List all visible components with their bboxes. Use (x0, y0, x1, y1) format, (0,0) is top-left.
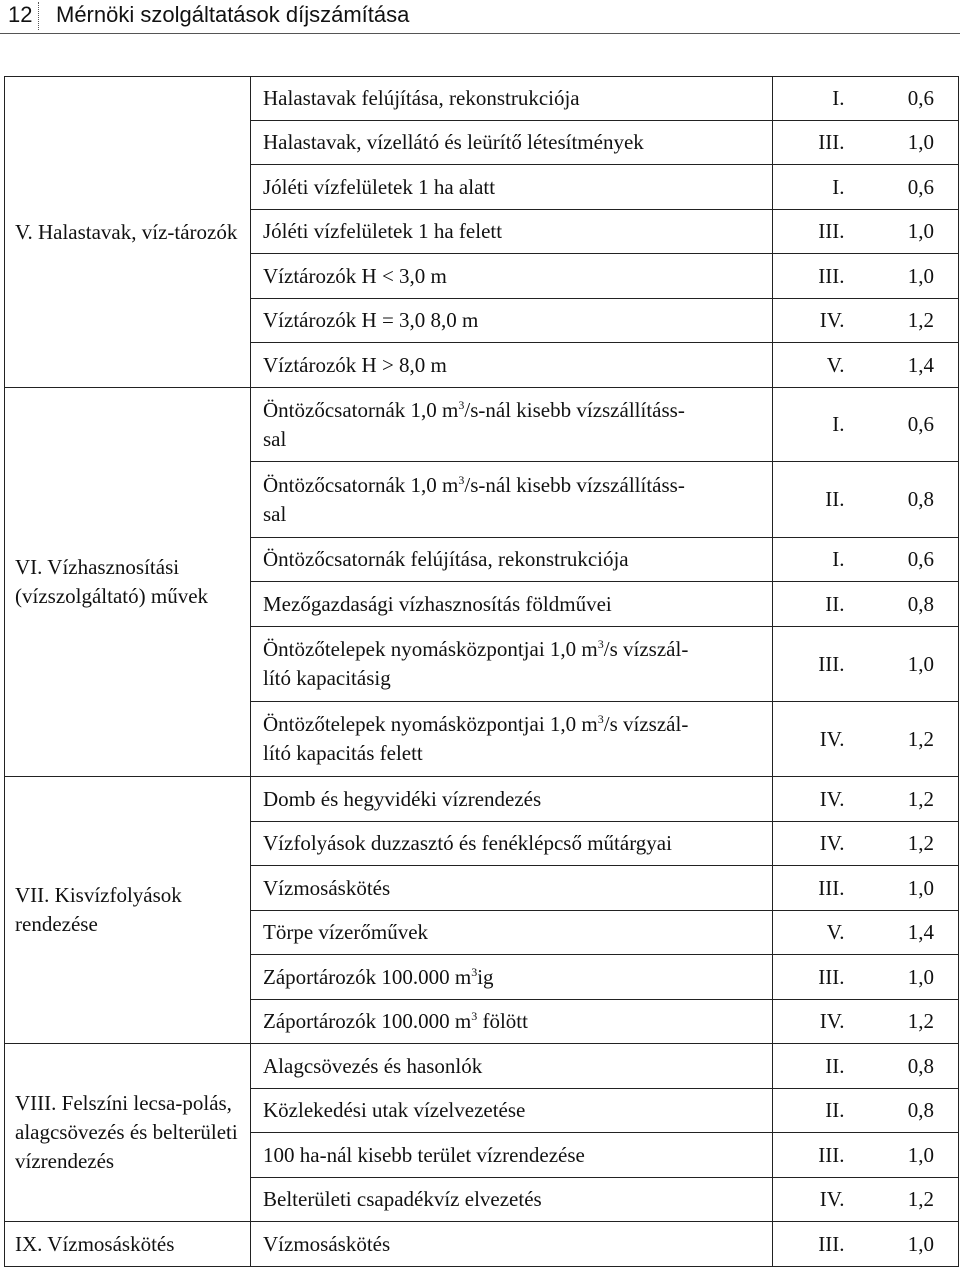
row-class: IV. (773, 1000, 845, 1044)
table-row (5, 1222, 959, 1267)
row-class: V. (773, 343, 845, 388)
row-text: Záportározók 100.000 $m^3ig$ (263, 964, 494, 989)
row-multiplier: 0,8 (845, 582, 959, 627)
row-multiplier: 1,0 (845, 121, 959, 165)
table-row (5, 777, 959, 822)
row-class: IV. (773, 1178, 845, 1222)
row-text: Öntözőtelepek nyomásközpontjai 1,0 $m^3/s$ vízszál- lító kapacitásig (263, 637, 689, 690)
row-multiplier: 1,2 (845, 1178, 959, 1222)
category-label: VIII. Felszíni lecsa-polás, alagcsövezés és belterületi vízrendezés (15, 1091, 238, 1173)
row-class: I. (773, 165, 845, 210)
row-class: III. (773, 866, 845, 911)
row-class: IV. (773, 299, 845, 343)
row-multiplier: 0,6 (845, 77, 959, 121)
category-label: V. Halastavak, víz-tározók (15, 219, 238, 244)
row-multiplier: 1,0 (845, 254, 959, 299)
row-text: Belterületi csapadékvíz elvezetés (263, 1187, 542, 1211)
row-class: IV. (773, 822, 845, 866)
row-text: Víztározók H = 3,0 8,0 m (263, 308, 479, 332)
category-cell (5, 77, 251, 388)
row-text: Öntözőcsatornák 1,0 $m^3/s$-nál kisebb vízszállításs- sal (263, 472, 685, 526)
row-text: Vízmosáskötés (263, 875, 391, 900)
row-multiplier: 0,8 (845, 1089, 959, 1133)
row-multiplier: 1,0 (845, 955, 959, 1000)
row-multiplier: 1,4 (845, 911, 959, 955)
row-class: I. (773, 388, 845, 462)
category-cell (5, 1222, 251, 1267)
row-text: Záportározók 100.000 $m^3$ fölött (263, 1009, 528, 1033)
category-cell (5, 777, 251, 1044)
row-multiplier: 1,0 (845, 1133, 959, 1178)
running-title: Mérnöki szolgáltatások díjszámítása (56, 2, 410, 27)
row-class: II. (773, 1089, 845, 1133)
row-text: Halastavak felújítása, rekonstrukciója (263, 86, 580, 110)
page-number: 12 (8, 2, 33, 27)
row-class: V. (773, 911, 845, 955)
row-text: Halastavak, vízellátó és leürítő létesítmények (263, 130, 644, 154)
row-multiplier: 1,4 (845, 343, 959, 388)
row-text: 100 ha-nál kisebb terület vízrendezése (263, 1142, 585, 1167)
row-class: III. (773, 1133, 845, 1178)
row-multiplier: 1,0 (845, 627, 959, 702)
row-text: Domb és hegyvidéki vízrendezés (263, 786, 542, 811)
row-multiplier: 1,2 (845, 1000, 959, 1044)
header-rule (0, 33, 960, 34)
row-text: Jóléti vízfelületek 1 ha felett (263, 219, 503, 243)
category-cell (5, 1044, 251, 1222)
row-class: III. (773, 121, 845, 165)
row-text: Öntözőcsatornák 1,0 $m^3/s$-nál kisebb vízszállításs- sal (263, 397, 685, 451)
category-label: VI. Vízhasznosítási (vízszolgáltató) művek (15, 555, 209, 608)
header-divider (38, 2, 39, 30)
category-label: VII. Kisvízfolyások rendezése (15, 883, 182, 936)
category-label: IX. Vízmosáskötés (15, 1231, 175, 1256)
row-multiplier: 1,0 (845, 1222, 959, 1267)
row-text: Törpe vízerőművek (263, 920, 429, 944)
table-row (5, 388, 959, 462)
row-text: Alagcsövezés és hasonlók (263, 1053, 483, 1078)
row-text: Vízfolyások duzzasztó és fenéklépcső műtárgyai (263, 831, 672, 855)
row-class: IV. (773, 702, 845, 777)
category-cell (5, 388, 251, 777)
row-text: Öntözőcsatornák felújítása, rekonstrukciója (263, 547, 629, 571)
row-multiplier: 0,6 (845, 538, 959, 582)
row-class: I. (773, 77, 845, 121)
row-text: Vízmosáskötés (263, 1231, 391, 1256)
row-text: Öntözőtelepek nyomásközpontjai 1,0 $m^3/s$ vízszál- lító kapacitás felett (263, 712, 689, 765)
row-text: Jóléti vízfelületek 1 ha alatt (263, 174, 496, 199)
row-multiplier: 0,6 (845, 388, 959, 462)
row-class: II. (773, 582, 845, 627)
table-row (5, 77, 959, 121)
row-class: IV. (773, 777, 845, 822)
row-multiplier: 1,2 (845, 299, 959, 343)
row-multiplier: 0,8 (845, 1044, 959, 1089)
row-multiplier: 0,8 (845, 462, 959, 538)
fee-table (4, 76, 959, 1267)
row-multiplier: 1,2 (845, 777, 959, 822)
row-multiplier: 1,0 (845, 210, 959, 254)
row-multiplier: 1,2 (845, 702, 959, 777)
row-class: III. (773, 955, 845, 1000)
row-class: II. (773, 1044, 845, 1089)
row-text: Közlekedési utak vízelvezetése (263, 1098, 526, 1122)
row-text: Víztározók H > 8,0 m (263, 352, 447, 377)
row-class: III. (773, 210, 845, 254)
row-class: III. (773, 1222, 845, 1267)
row-multiplier: 1,0 (845, 866, 959, 911)
table-row (5, 1044, 959, 1089)
row-text: Víztározók H < 3,0 m (263, 263, 447, 288)
row-class: III. (773, 254, 845, 299)
row-text: Mezőgazdasági vízhasznosítás földművei (263, 591, 612, 616)
row-class: II. (773, 462, 845, 538)
row-class: III. (773, 627, 845, 702)
page-header (0, 0, 960, 36)
row-multiplier: 0,6 (845, 165, 959, 210)
row-class: I. (773, 538, 845, 582)
row-multiplier: 1,2 (845, 822, 959, 866)
